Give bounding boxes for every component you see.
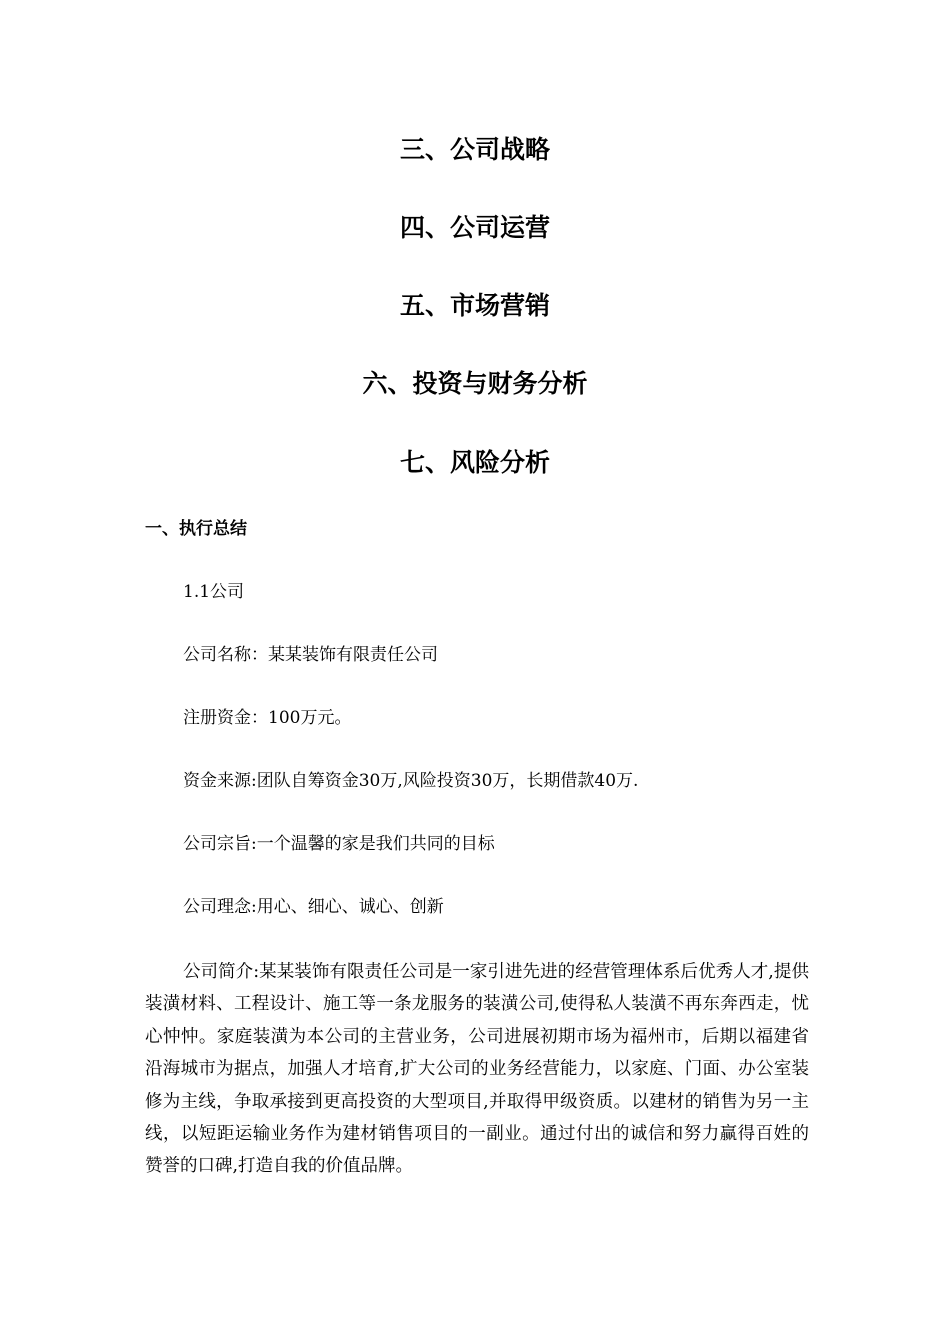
company-intro-paragraph: 公司简介:某某装饰有限责任公司是一家引进先进的经营管理体系后优秀人才,提供装潢材料、工程设计、施工等一条龙服务的装潢公司,使得私人装潢不再东奔西走，忧心忡忡。家庭装潢为本公司的主营业务，公司进展初期市场为福州市，后期以福建省沿海城市为据点，加强人才培育,扩大公司的业务经营能力，以家庭、门面、办公室装修为主线，争取承接到更高投资的大型项目,并取得甲级资质。以建材的销售为另一主线，以短距运输业务作为建材销售项目的一副业。通过付出的诚信和努力赢得百姓的赞誉的口碑,打造自我的价值品牌。: [145, 962, 809, 1177]
funding-source-line: 资金来源:团队自筹资金30万,风险投资30万，长期借款40万.: [183, 771, 639, 791]
company-philosophy-line: 公司理念:用心、细心、诚心、创新: [183, 897, 444, 917]
section-heading-executive-summary: 一、执行总结: [145, 519, 247, 539]
toc-heading-marketing: 五、市场营销: [399, 291, 550, 320]
toc-heading-strategy: 三、公司战略: [399, 135, 550, 164]
registered-capital-line: 注册资金：100万元。: [183, 708, 352, 728]
company-purpose-line: 公司宗旨:一个温馨的家是我们共同的目标: [183, 834, 495, 854]
toc-heading-operations: 四、公司运营: [399, 213, 550, 242]
company-name-line: 公司名称：某某装饰有限责任公司: [183, 645, 438, 665]
toc-heading-risk: 七、风险分析: [399, 448, 550, 477]
subheading-company: 1.1公司: [183, 582, 245, 602]
toc-heading-investment-finance: 六、投资与财务分析: [362, 369, 588, 398]
